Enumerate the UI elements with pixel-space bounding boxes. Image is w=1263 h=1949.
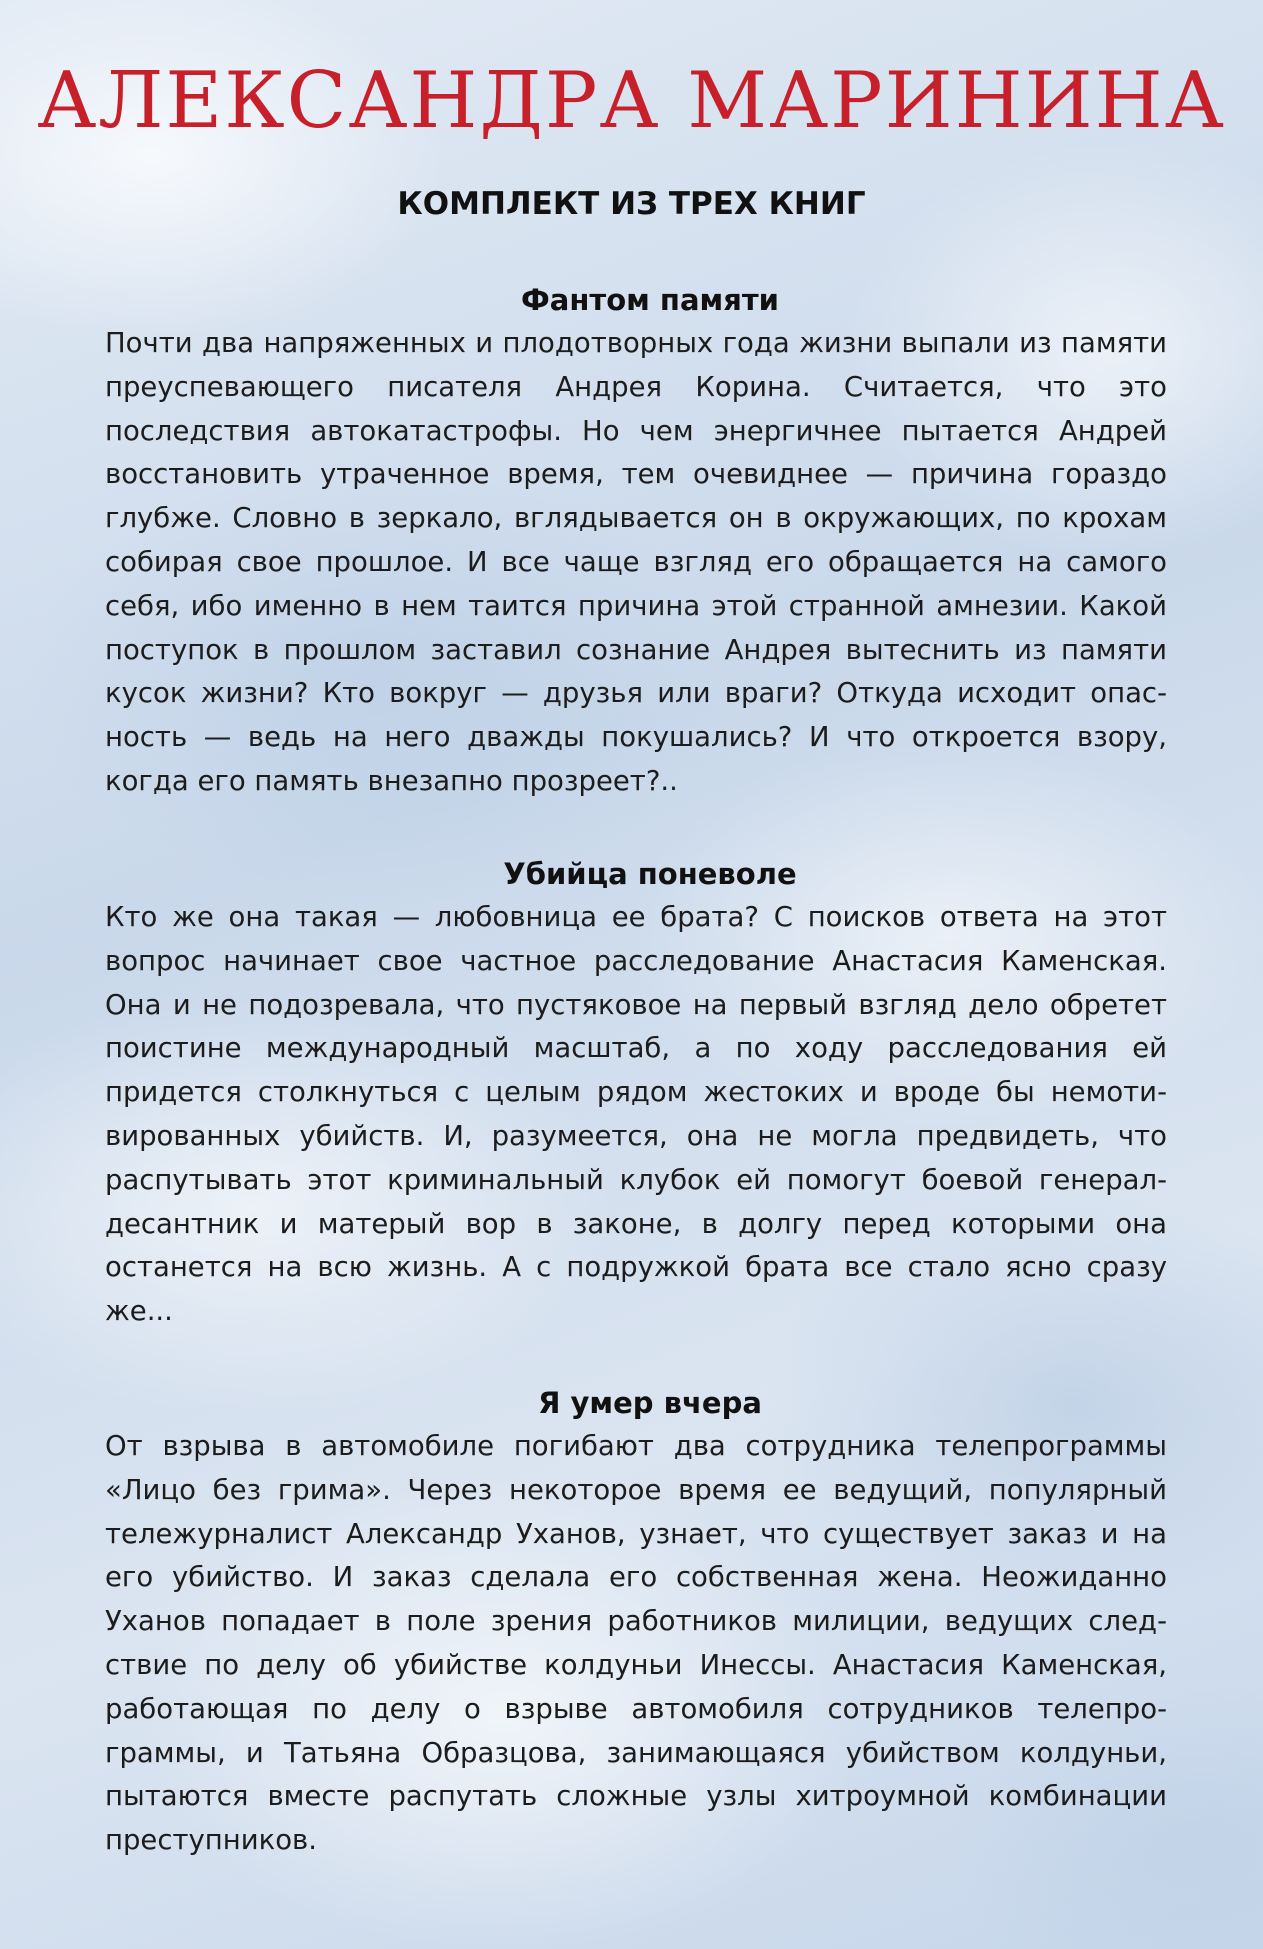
book-annotation: Почти два напряженных и плодотворных года жизни выпали из памяти преуспевающего писателя Андрея Корина. Считается, что это последствия автокатастрофы. Но чем энергичнее пытается Андрей восстановить утраченное время, тем очевиднее — причина гораздо глубже. Словно в зеркало, вглядывается он в окружающих, по крохам собирая свое прошлое. И все чаще взгляд его обращается на самого себя, ибо именно в нем таится причина этой странной амнезии. Какой поступок в прошлом заставил сознание Андрея вытеснить из памяти кусок жизни? Кто вокруг — друзья или враги? Откуда исходит опасность — ведь на него дважды покушались? И что откроется взору, когда его память внезапно прозреет?.. xyxy=(105,327,1167,797)
book-section-ubiytsa-ponevole xyxy=(105,852,1167,1334)
author-name: АЛЕКСАНДРА МАРИНИНА xyxy=(37,56,1226,146)
book-title: Убийца поневоле xyxy=(503,857,797,891)
series-title: КОМПЛЕКТ ИЗ ТРЕХ КНИГ xyxy=(397,186,866,222)
book-title: Фантом памяти xyxy=(521,283,779,317)
book-annotation: От взрыва в автомобиле погибают два сотрудника телепрограммы «Лицо без грима». Через некоторое время ее ведущий, популярный тележурналист Александр Уханов, узнает, что существует заказ и на его убийство. И заказ сделала его собственная жена. Неожиданно Уханов попадает в поле зрения работников милиции, ведущих следствие по делу об убийстве колдуньи Инессы. Анастасия Каменская, работающая по делу о взрыве автомобиля сотрудников телепрограммы, и Татьяна Образцова, занимающаяся убийством колдуньи, пытаются вместе распутать сложные узлы хитроумной комбинации преступников. xyxy=(105,1430,1167,1857)
book-title: Я умер вчера xyxy=(538,1386,762,1420)
book-section-fantom-pamyati xyxy=(105,278,1167,804)
book-section-ya-umer-vchera xyxy=(105,1381,1167,1863)
book-annotation: Кто же она такая — любовница ее брата? С поисков ответа на этот вопрос начинает свое частное расследование Анастасия Каменская. Она и не подозревала, что пустяковое на первый взгляд дело обретет поистине международный масштаб, а по ходу расследования ей придется столкнуться с целым рядом жестоких и вроде бы немотивированных убийств. И, разумеется, она не могла предвидеть, что распутывать этот криминальный клубок ей помогут боевой генерал-десантник и матерый вор в законе, в долгу перед которыми она останется на всю жизнь. А с подружкой брата все стало ясно сразу же... xyxy=(105,901,1167,1328)
